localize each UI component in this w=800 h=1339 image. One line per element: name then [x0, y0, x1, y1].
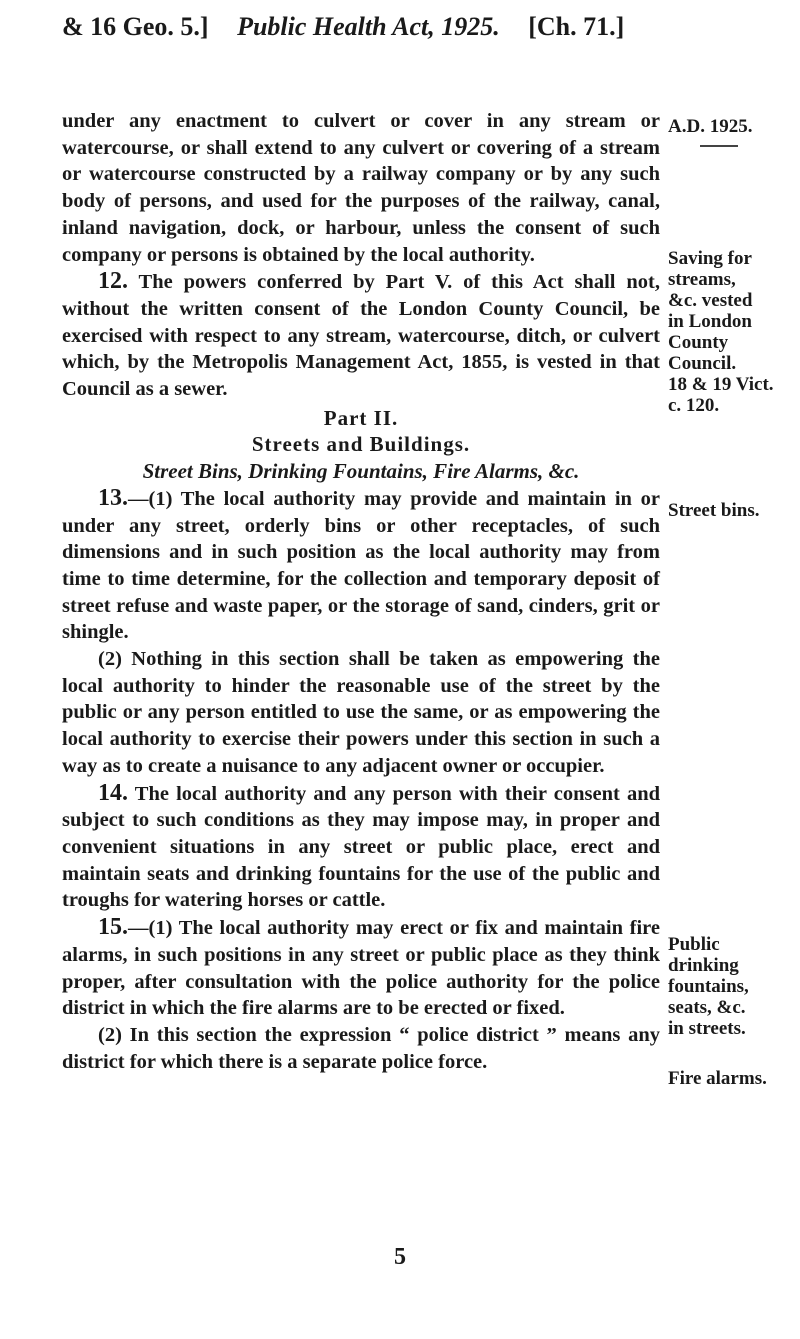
section-13-number: 13.: [98, 484, 128, 511]
margin-saving-note: [668, 248, 796, 416]
margin-year-text: A.D. 1925.: [668, 116, 753, 137]
margin-fountains-line: drinking: [668, 955, 739, 976]
section-12: [62, 268, 660, 403]
margin-saving-line: County: [668, 332, 729, 353]
section-14-number: 14.: [98, 779, 128, 806]
margin-fountains-line: fountains,: [668, 976, 749, 997]
section-15-1: [62, 914, 660, 1022]
margin-drinking-fountains: [668, 934, 796, 1039]
header-act-title: Public Health Act, 1925.: [237, 12, 500, 41]
margin-fountains-line: Public: [668, 934, 720, 955]
margin-street-bins-text: Street bins.: [668, 500, 760, 521]
running-header: [62, 12, 762, 60]
margin-dash: [700, 145, 738, 147]
part-heading: Part II.: [323, 405, 399, 430]
section-15-1-text: —(1) The local authority may erect or fix and maintain fire alarms, in such positions in any street or public place as they think proper, after consultation with the police authority for the police district in which the fire alarms are to be erected or fixed.: [62, 917, 660, 1020]
margin-fire-alarms-text: Fire alarms.: [668, 1068, 767, 1089]
margin-year: [668, 116, 796, 147]
section-13-2: (2) Nothing in this section shall be taken as empowering the local authority to hinder the reasonable use of the street by the public or any person entitled to use the same, or as empowering the local authority to exercise their powers under this section in such a way as to create a nuisance to any adjacent owner or occupier.: [62, 648, 660, 777]
section-15-2: (2) In this section the expression “ police district ” means any district for which there is a separate police force.: [62, 1023, 660, 1073]
statute-text: [62, 108, 660, 1075]
margin-fire-alarms: [668, 1068, 796, 1089]
margin-street-bins: [668, 500, 796, 521]
margin-statute-ref: c. 120.: [668, 395, 720, 416]
header-chapter: [Ch. 71.]: [528, 12, 625, 41]
italic-subheading: Street Bins, Drinking Fountains, Fire Alarms, &c.: [142, 459, 580, 484]
section-14: [62, 780, 660, 915]
margin-saving-line: &c. vested: [668, 290, 753, 311]
margin-saving-line: Council.: [668, 353, 737, 374]
margin-fountains-line: seats, &c.: [668, 997, 746, 1018]
streets-heading: Streets and Buildings.: [251, 432, 471, 457]
header-citation: & 16 Geo. 5.]: [62, 12, 209, 41]
section-13-1: [62, 485, 660, 646]
section-14-text: The local authority and any person with their consent and subject to such conditions as they may impose may, in proper and convenient situations in any street or public place, erect and maintain seats and drinking fountains for the use of the public and troughs for watering horses or cattle.: [62, 782, 660, 912]
margin-saving-line: streams,: [668, 269, 736, 290]
section-12-number: 12.: [98, 268, 128, 295]
section-13-1-text: —(1) The local authority may provide and maintain in or under any street, orderly bins or other receptacles, of such dimensions and in such position as the local authority may from time to time determine, for the collection and temporary deposit of street refuse and waste paper, or the storage of sand, cinders, grit or shingle.: [62, 487, 660, 644]
page-number: 5: [394, 1244, 406, 1270]
section-12-text: The powers conferred by Part V. of this Act shall not, without the written consent of the London County Council, be exercised with respect to any stream, watercourse, ditch, or culvert which, by the Metropolis Management Act, 1855, is vested in that Council as a sewer.: [62, 271, 660, 401]
paragraph-continuation: under any enactment to culvert or cover in any stream or watercourse, or shall extend to any culvert or covering of a stream or watercourse constructed by a railway company or by any such body of persons, and used for the purposes of the railway, canal, inland navigation, dock, or harbour, unless the consent of such company or persons is obtained by the local authority.: [62, 110, 660, 266]
margin-statute-ref: 18 & 19 Vict.: [668, 374, 774, 395]
margin-saving-line: Saving for: [668, 248, 752, 269]
section-15-number: 15.: [98, 914, 128, 941]
margin-saving-line: in London: [668, 311, 752, 332]
margin-fountains-line: in streets.: [668, 1018, 746, 1039]
